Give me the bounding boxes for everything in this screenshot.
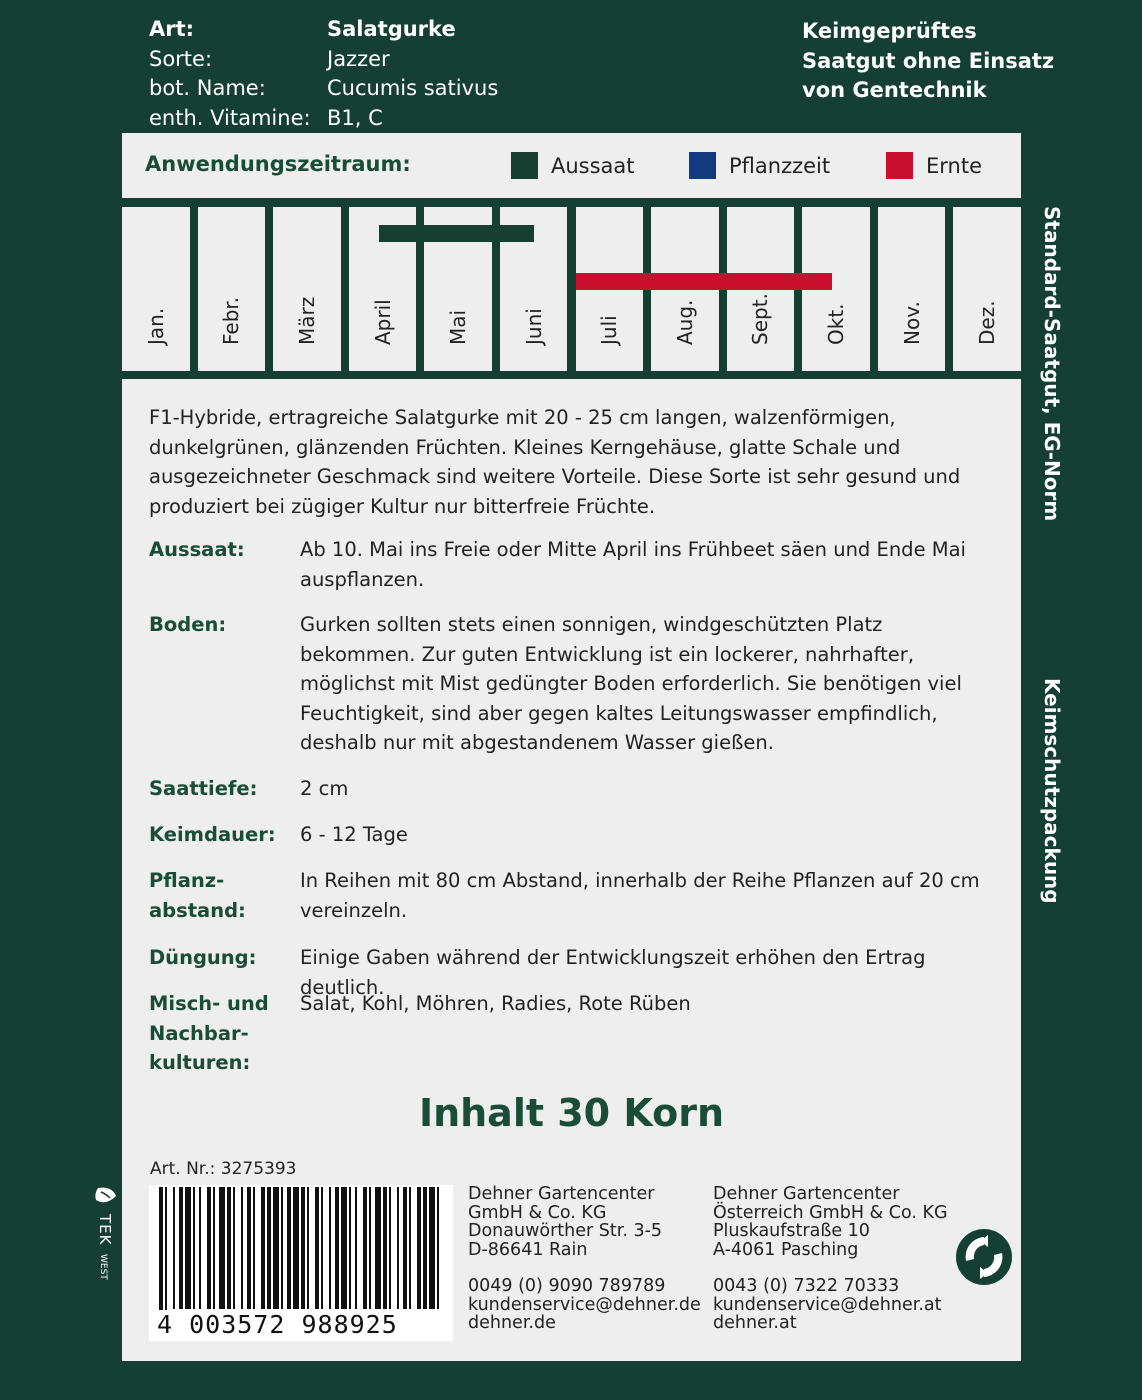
barcode-bar bbox=[341, 1187, 347, 1309]
month-column bbox=[198, 207, 266, 371]
barcode-bar bbox=[185, 1187, 191, 1309]
info-value: Gurken sollten stets einen sonnigen, windgeschützten Platz bekommen. Zur guten Entwicklung ist ein lockerer, nahrhafter, möglichst mit Mist gedüngter Boden erforderlich. Sie benötigen viel Feuchtigkeit, sind aber gegen kaltes Leitungswasser empfindlich, deshalb nur mit abgestandenem Wasser gießen. bbox=[300, 613, 962, 754]
address-line: Dehner Gartencenter bbox=[468, 1184, 655, 1204]
email-link[interactable]: kundenservice@dehner.de bbox=[468, 1294, 701, 1315]
address-austria bbox=[713, 1185, 948, 1333]
info-key: Keimdauer: bbox=[149, 823, 276, 846]
header-row-sorte bbox=[149, 45, 498, 75]
month-label: Okt. bbox=[824, 303, 849, 345]
month-label: April bbox=[370, 299, 395, 345]
legend-item-ernte bbox=[886, 152, 982, 179]
barcode-bar bbox=[293, 1187, 299, 1309]
barcode-bar bbox=[375, 1187, 381, 1309]
barcode-bar bbox=[301, 1187, 305, 1309]
info-value: In Reihen mit 80 cm Abstand, innerhalb der Reihe Pflanzen auf 20 cm vereinzeln. bbox=[300, 869, 980, 922]
info-value: Salat, Kohl, Möhren, Radies, Rote Rüben bbox=[300, 992, 691, 1015]
address-germany bbox=[468, 1185, 701, 1333]
ernte-swatch bbox=[886, 152, 913, 179]
barcode-bar bbox=[267, 1187, 271, 1309]
sorte-value: Jazzer bbox=[327, 46, 390, 71]
email-link[interactable]: kundenservice@dehner.at bbox=[713, 1294, 942, 1315]
period-bar-ernte bbox=[576, 273, 833, 290]
month-column bbox=[878, 207, 946, 371]
barcode-bar bbox=[417, 1187, 421, 1309]
month-calendar bbox=[122, 207, 1021, 371]
barcode-bar bbox=[207, 1187, 211, 1309]
barcode-bar bbox=[281, 1187, 283, 1309]
barcode-bar bbox=[321, 1187, 323, 1309]
certification-line: Keimgeprüftes bbox=[802, 19, 977, 43]
info-value: 2 cm bbox=[300, 777, 349, 800]
barcode-bar bbox=[199, 1187, 201, 1309]
barcode-bar bbox=[429, 1187, 435, 1309]
side-text-packaging: Keimschutzpackung bbox=[1040, 678, 1064, 904]
header-row-botname bbox=[149, 74, 498, 104]
aussaat-swatch bbox=[511, 152, 538, 179]
month-label: Mai bbox=[446, 309, 471, 345]
certification-line: Saatgut ohne Einsatz bbox=[802, 48, 1055, 73]
barcode-bar bbox=[437, 1187, 439, 1309]
side-text-norm: Standard-Saatgut, EG-Norm bbox=[1040, 206, 1064, 522]
website-link[interactable]: dehner.de bbox=[468, 1313, 556, 1333]
art-label: Art: bbox=[149, 17, 195, 41]
legend-item-label: Ernte bbox=[926, 153, 982, 178]
month-label: Sept. bbox=[748, 293, 773, 345]
barcode-bar bbox=[179, 1187, 183, 1309]
barcode-number: 4 003572 988925 bbox=[157, 1310, 398, 1339]
legend-item-label: Aussaat bbox=[551, 153, 635, 178]
barcode-bar bbox=[397, 1187, 399, 1309]
variety-description: F1-Hybride, ertragreiche Salatgurke mit 20 - 25 cm langen, walzenförmigen, dunkelgrünen, glänzenden Früchten. Kleines Kerngehäuse, glatte Schale und ausgezeichneter Geschmack sind weitere Vorteile. Diese Sorte ist sehr gesund und produziert bei zügiger Kultur nur bitterfreie Früchte. bbox=[149, 406, 961, 518]
info-value: Ab 10. Mai ins Freie oder Mitte April ins Frühbeet säen und Ende Mai auspflanzen. bbox=[300, 538, 966, 591]
info-row-mischkultur bbox=[149, 989, 999, 1078]
barcode-bar bbox=[389, 1187, 391, 1309]
address-line: GmbH & Co. KG bbox=[468, 1202, 607, 1223]
barcode-bar bbox=[307, 1187, 309, 1309]
barcode-bar bbox=[219, 1187, 225, 1309]
address-line: Donauwörther Str. 3-5 bbox=[468, 1221, 663, 1241]
info-value: 6 - 12 Tage bbox=[300, 823, 408, 846]
botname-label: bot. Name: bbox=[149, 76, 266, 100]
info-key: Düngung: bbox=[149, 946, 257, 969]
barcode-bar bbox=[403, 1187, 407, 1309]
info-row-saattiefe bbox=[149, 774, 999, 804]
header-row-art bbox=[149, 15, 498, 45]
info-key: Aussaat: bbox=[149, 538, 245, 561]
barcode-bar bbox=[227, 1187, 231, 1309]
barcode-bar bbox=[355, 1187, 357, 1309]
month-label: Nov. bbox=[899, 301, 924, 345]
barcode-bar bbox=[193, 1187, 195, 1309]
info-row-boden bbox=[149, 610, 999, 758]
month-label: Dez. bbox=[975, 300, 1000, 345]
barcode-bar bbox=[233, 1187, 235, 1309]
vitamine-value: B1, C bbox=[327, 105, 383, 130]
month-label: März bbox=[294, 296, 319, 345]
month-column bbox=[953, 207, 1021, 371]
svg-text:TEK: TEK bbox=[96, 1214, 114, 1246]
info-key: Saattiefe: bbox=[149, 777, 258, 800]
certification-line: von Gentechnik bbox=[802, 78, 987, 102]
info-value: Einige Gaben während der Entwicklungszeit erhöhen den Ertrag deutlich. bbox=[300, 946, 926, 999]
art-value: Salatgurke bbox=[327, 17, 456, 41]
month-column bbox=[273, 207, 341, 371]
month-label: Juni bbox=[521, 308, 546, 345]
article-number: Art. Nr.: 3275393 bbox=[150, 1159, 297, 1179]
address-line: A-4061 Pasching bbox=[713, 1239, 859, 1260]
barcode-bar bbox=[261, 1187, 265, 1309]
legend-bar bbox=[122, 133, 1021, 198]
address-line: Pluskaufstraße 10 bbox=[713, 1221, 870, 1241]
barcode-bar bbox=[335, 1187, 339, 1309]
legend-item-label: Pflanzzeit bbox=[729, 153, 831, 178]
month-column bbox=[122, 207, 190, 371]
pflanzzeit-swatch bbox=[689, 152, 716, 179]
barcode-bar bbox=[363, 1187, 367, 1309]
barcode-bar bbox=[329, 1187, 331, 1309]
legend-title: Anwendungszeitraum: bbox=[145, 152, 411, 176]
info-row-aussaat bbox=[149, 535, 999, 594]
address-line: Österreich GmbH & Co. KG bbox=[713, 1202, 948, 1223]
package-content: Inhalt 30 Korn bbox=[418, 1091, 725, 1135]
legend-item-pflanzzeit bbox=[689, 152, 830, 179]
barcode-bar bbox=[253, 1187, 255, 1309]
month-label: Juli bbox=[597, 315, 622, 345]
svg-text:WEST: WEST bbox=[98, 1254, 108, 1280]
barcode-bar bbox=[287, 1187, 291, 1309]
phone-number: 0043 (0) 7322 70333 bbox=[713, 1276, 900, 1296]
barcode bbox=[149, 1185, 453, 1341]
month-label: Aug. bbox=[672, 299, 697, 345]
barcode-bar bbox=[383, 1187, 387, 1309]
info-key: Misch- und Nachbar- kulturen: bbox=[149, 992, 269, 1074]
product-header bbox=[149, 15, 498, 133]
info-key: Pflanz- abstand: bbox=[149, 869, 246, 922]
sorte-label: Sorte: bbox=[149, 46, 213, 71]
tekwest-logo-icon bbox=[92, 1186, 122, 1296]
certification-text bbox=[802, 17, 1054, 106]
phone-number: 0049 (0) 9090 789789 bbox=[468, 1276, 666, 1296]
website-link[interactable]: dehner.at bbox=[713, 1313, 797, 1333]
address-line: Dehner Gartencenter bbox=[713, 1184, 900, 1204]
barcode-bar bbox=[349, 1187, 351, 1309]
barcode-bar bbox=[369, 1187, 371, 1309]
barcode-bar bbox=[213, 1187, 215, 1309]
info-row-pflanzabstand bbox=[149, 866, 999, 925]
info-panel bbox=[122, 379, 1021, 1361]
barcode-bar bbox=[173, 1187, 175, 1309]
recycling-icon bbox=[954, 1227, 1014, 1287]
barcode-bar bbox=[409, 1187, 411, 1309]
barcode-bar bbox=[247, 1187, 251, 1309]
botname-value: Cucumis sativus bbox=[327, 76, 499, 100]
barcode-bar bbox=[241, 1187, 243, 1309]
month-label: Febr. bbox=[219, 296, 244, 345]
header-row-vitamine bbox=[149, 104, 498, 134]
info-key: Boden: bbox=[149, 613, 227, 636]
barcode-bar bbox=[273, 1187, 279, 1309]
legend-item-aussaat bbox=[511, 152, 635, 179]
period-bar-aussaat bbox=[379, 225, 534, 242]
address-line: D-86641 Rain bbox=[468, 1239, 588, 1260]
barcode-bar bbox=[315, 1187, 319, 1309]
month-label: Jan. bbox=[143, 307, 168, 345]
barcode-bar bbox=[423, 1187, 427, 1309]
info-row-keimdauer bbox=[149, 820, 999, 850]
vitamine-label: enth. Vitamine: bbox=[149, 105, 311, 130]
